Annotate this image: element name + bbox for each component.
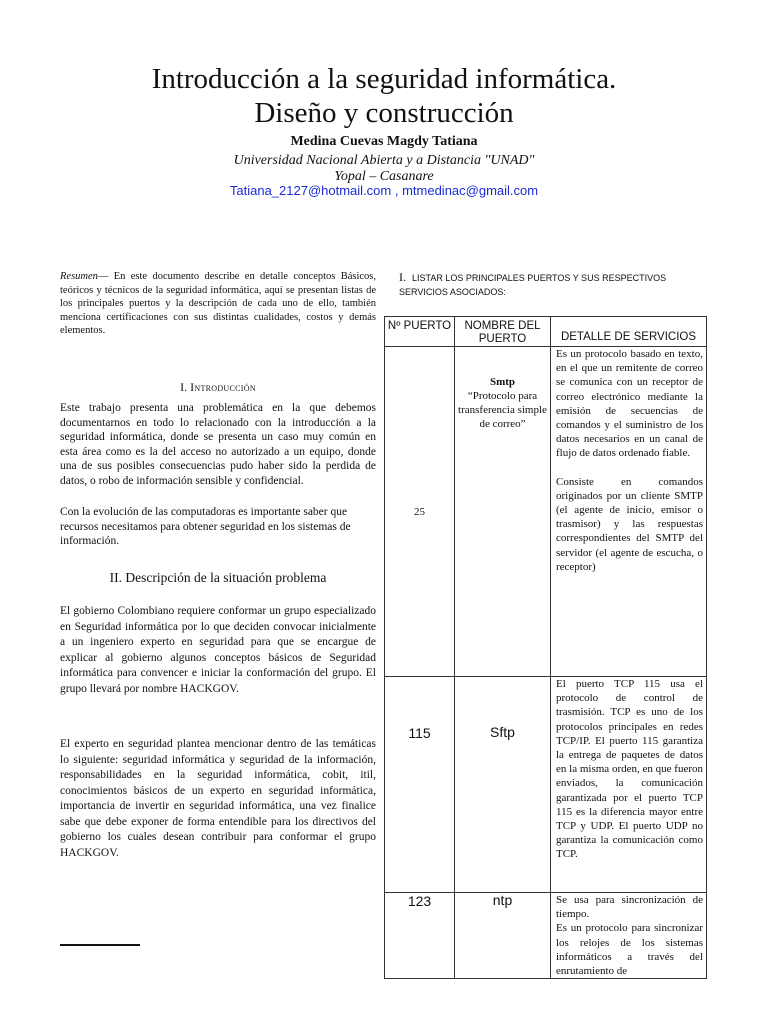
service-detail-cell	[551, 893, 707, 979]
port-name: Smtp	[489, 376, 516, 388]
section-1-heading	[60, 380, 376, 395]
affiliation: Universidad Nacional Abierta y a Distancia "UNAD"	[233, 153, 535, 168]
section-2-paragraph-1: El gobierno Colombiano requiere conformar un grupo especializado en Seguridad informática por lo que deciden convocar inicialmente a un ingeniero experto en seguridad para que se encargue de explicar al gobierno algunos conceptos básicos de Seguridad informática para convencer e iniciar la conformación del grupo. El grupo llevará por nombre HACKGOV.	[60, 605, 376, 695]
author-name: Medina Cuevas Magdy Tatiana	[290, 134, 478, 149]
author-emails[interactable]: Tatiana_2127@hotmail.com , mtmedinac@gmail.com	[229, 183, 539, 198]
section-2-title: Descripción de la situación problema	[125, 570, 327, 585]
detail-paragraph: Es un protocolo para sincronizar los relojes de los sistemas informáticos a través del enrutamiento de	[556, 922, 703, 977]
detail-paragraph: El puerto TCP 115 usa el protocolo de control de trasmisión. TCP es uno de los protocolos principales en redes TCP/IP. El puerto 115 garantiza la entrega de paquetes de datos en la misma orden, en que fueron enviados, la comunicación garantizada por el puerto TCP 115 es la diferencia mayor entre TCP y UDP. El puerto UDP no garantiza la comunicación como TCP.	[556, 678, 703, 861]
section-2-numeral: II.	[109, 570, 123, 585]
ports-section-numeral: I.	[399, 270, 406, 284]
port-number-cell: 25	[385, 347, 455, 677]
port-name-cell	[455, 347, 551, 677]
title-line-1: Introducción a la seguridad informática.	[151, 63, 617, 95]
detail-clip	[556, 893, 703, 977]
header-port-number: Nº PUERTO	[385, 317, 455, 347]
service-detail-cell	[551, 347, 707, 677]
header-service-detail: DETALLE DE SERVICIOS	[551, 317, 707, 347]
section-2-paragraph-2: El experto en seguridad plantea mencionar dentro de las temáticas lo siguiente: seguridad informática y seguridad de la información, responsabilidades en la seguridad informática, cobit, itil, conocimientos básicos de un experto en seguridad informática, importancia de invertir en seguridad informática, una vez finalice sabe que debe exponer de forma entendible para los directivos del gobierno los cuales desean contribuir para conformar el grupo HACKGOV.	[60, 738, 376, 859]
title-line-2: Diseño y construcción	[254, 97, 514, 129]
table-header-row	[385, 317, 707, 347]
port-name-cell: ntp	[455, 893, 551, 979]
location: Yopal – Casanare	[334, 169, 434, 184]
section-1-paragraph-2: Con la evolución de las computadoras es importante saber que recursos necesitamos para obtener seguridad en los sistemas de información.	[60, 506, 351, 548]
ports-table	[384, 316, 707, 979]
paper-title	[0, 62, 768, 130]
service-detail-cell	[551, 677, 707, 893]
abstract-text: — En este documento describe en detalle conceptos Básicos, teóricos y técnicos de la seguridad informática, aquí se presentan listas de los principales puertos y la descripción de cada uno de ello, también menciona certificaciones con sus distintas cualidades, costos y demás elementos.	[60, 271, 376, 336]
port-number-cell: 123	[385, 893, 455, 979]
section-1-paragraph-1: Este trabajo presenta una problemática en la que debemos documentarnos en todo lo relacionado con la introducción a la seguridad informática, donde se presenta un caso muy común en esta área como es la del acceso no autorizado a un equipo, donde una de sus posibles consecuencias pudo haber sido la perdida de datos, o robo de información sensible y confidencial.	[60, 402, 376, 487]
section-1-numeral: I.	[180, 380, 188, 394]
port-number-cell: 115	[385, 677, 455, 893]
table-row	[385, 347, 707, 677]
ports-section-title: LISTAR LOS PRINCIPALES PUERTOS Y SUS RESPECTIVOS SERVICIOS ASOCIADOS:	[399, 273, 667, 297]
abstract-lead: Resumen	[60, 271, 98, 282]
ports-section-heading	[399, 270, 711, 299]
table-row	[385, 893, 707, 979]
detail-paragraph: Se usa para sincronización de tiempo.	[556, 894, 703, 921]
header-port-name: NOMBRE DEL PUERTO	[455, 317, 551, 347]
table-row	[385, 677, 707, 893]
detail-paragraph: Es un protocolo basado en texto, en el que un remitente de correo se comunica con un receptor de correo electrónico mediante la emisión de secuencias de comandos y el suministro de los datos necesarios en un canal de flujo de datos ordenado fiable.	[556, 348, 703, 460]
port-name-cell: Sftp	[455, 677, 551, 893]
detail-paragraph: Consiste en comandos originados por un cliente SMTP (el agente de inicio, emisor o trasmisor) y las respuestas correspondientes del SMTP del servidor (el agente de escucha, o receptor)	[556, 475, 703, 573]
port-name-description: “Protocolo para transferencia simple de correo”	[458, 390, 547, 430]
footnote-divider	[60, 944, 140, 946]
section-1-title: Introducción	[190, 380, 256, 394]
section-2-heading	[60, 570, 376, 586]
abstract	[60, 270, 376, 338]
